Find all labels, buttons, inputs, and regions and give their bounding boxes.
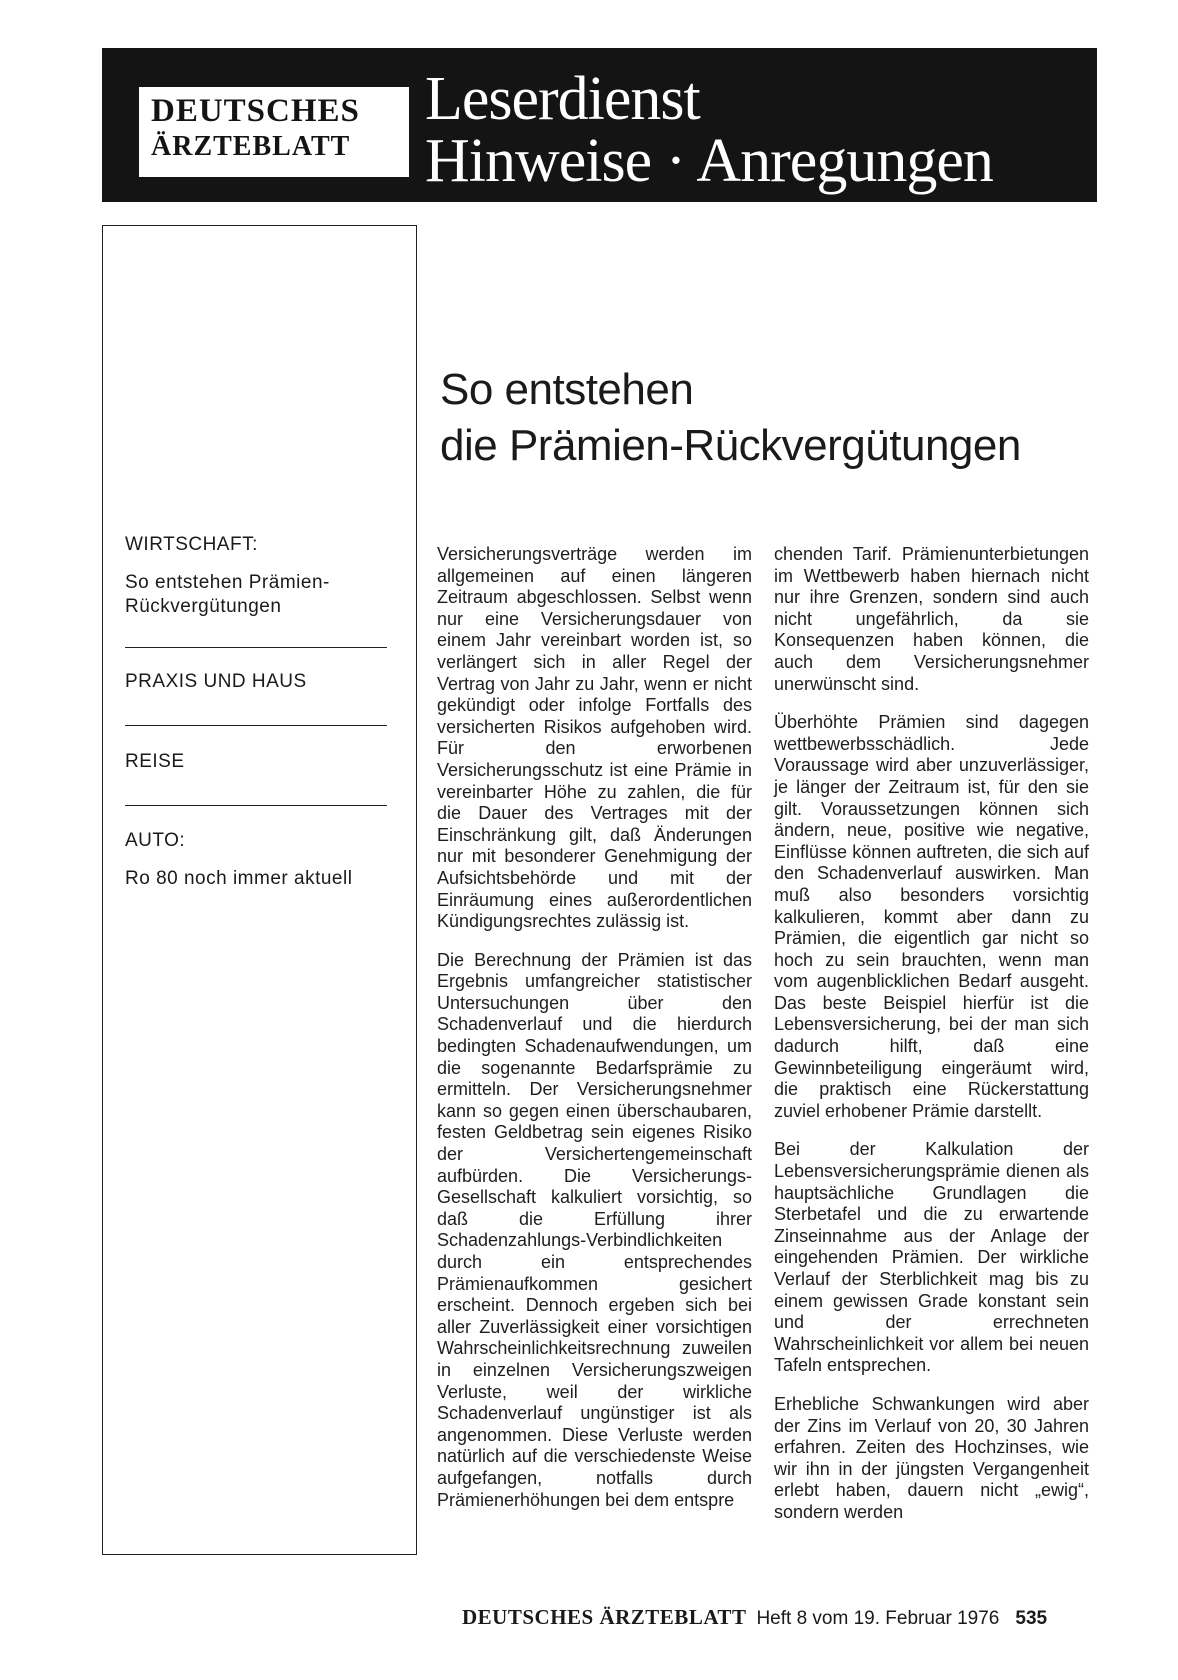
sidebar-entry: So entstehen Prämien-Rückvergütungen bbox=[125, 572, 330, 617]
sidebar-section-reise bbox=[125, 750, 395, 774]
article-title-line-2: die Prämien-Rückvergütungen bbox=[440, 421, 1021, 470]
section-title bbox=[425, 65, 993, 195]
article-title bbox=[440, 362, 1021, 474]
section-title-line-2: Hinweise · Anregungen bbox=[425, 127, 993, 195]
sidebar-section-praxis bbox=[125, 670, 395, 694]
article-paragraph: chenden Tarif. Prämienunterbietungen im Wettbewerb haben hiernach nicht nur ihre Grenzen, sondern sind auch nicht ungefährlich, da sie Konsequenzen haben können, die auch dem Versicherungsnehmer unerwünscht sind. bbox=[774, 544, 1089, 694]
masthead-banner bbox=[102, 48, 1097, 202]
article-column-2 bbox=[774, 544, 1089, 1541]
article-column-1 bbox=[437, 544, 752, 1528]
article-paragraph: Die Berechnung der Prämien ist das Ergebnis umfangreicher statistischer Untersuchungen über den Schadenverlauf und die hierdurch bedingten Schadenaufwendungen, um die sogenannte Bedarfsprämie zu ermitteln. Der Versicherungsnehmer kann so gegen einen überschaubaren, festen Geldbetrag sein eigenes Risiko der Versichertengemeinschaft aufbürden. Die Versicherungs-Gesellschaft kalkuliert vorsichtig, so daß die Erfüllung ihrer Schadenzahlungs-Verbindlichkeiten durch ein entsprechendes Prämienaufkommen gesichert erscheint. Dennoch ergeben sich bei aller Zuverlässigkeit einer vorsichtigen Wahrscheinlichkeitsrechnung zuweilen in einzelnen Versicherungszweigen Verluste, weil der wirkliche Schadenverlauf ungünstiger ist als angenommen. Diese Verluste werden natürlich auf die verschiedenste Weise aufgefangen, notfalls durch Prämienerhöhungen bei dem entspre bbox=[437, 949, 752, 1510]
logo-line-2: ÄRZTEBLATT bbox=[151, 131, 351, 162]
magazine-logo bbox=[139, 87, 409, 177]
sidebar-divider bbox=[125, 647, 387, 648]
section-title-line-1: Leserdienst bbox=[425, 65, 700, 133]
sidebar-section-auto bbox=[125, 829, 395, 891]
article-paragraph: Bei der Kalkulation der Lebensversicherungsprämie dienen als hauptsächliche Grundlagen die Sterbetafel und die zu erwartende Zinseinnahme aus der Anlage der eingehenden Prämien. Der wirkliche Verlauf der Sterblichkeit mag bis zu einem gewissen Grade konstant sein und der errechneten Wahrscheinlichkeit vor allem bei neuen Tafeln entsprechen. bbox=[774, 1139, 1089, 1376]
sidebar-section-wirtschaft bbox=[125, 533, 395, 619]
sidebar-heading: PRAXIS UND HAUS bbox=[125, 671, 307, 692]
sidebar-heading: REISE bbox=[125, 751, 185, 772]
sidebar-heading: WIRTSCHAFT: bbox=[125, 534, 258, 555]
sidebar-divider bbox=[125, 805, 387, 806]
contents-sidebar bbox=[102, 225, 417, 1555]
article-paragraph: Versicherungsverträge werden im allgemeinen auf einen längeren Zeitraum abgeschlossen. Selbst wenn nur eine Versicherungsdauer von einem Jahr vereinbart worden ist, so verlängert sich in aller Regel der Vertrag von Jahr zu Jahr, wenn er nicht gekündigt oder infolge Fortfalls des versicherten Risikos aufgehoben wird. Für den erworbenen Versicherungsschutz ist eine Prämie in vereinbarter Höhe zu zahlen, die für die Dauer des Vertrages mit der Einschränkung gilt, daß Änderungen nur mit besonderer Genehmigung der Aufsichtsbehörde und mit der Einräumung eines außerordentlichen Kündigungsrechtes zulässig ist. bbox=[437, 544, 752, 932]
article-paragraph: Erhebliche Schwankungen wird aber der Zins im Verlauf von 20, 30 Jahren erfahren. Zeiten des Hochzinses, wie wir ihn in der jüngsten Vergangenheit erlebt haben, dauern nicht „ewig“, sondern werden bbox=[774, 1393, 1089, 1522]
logo-line-1: DEUTSCHES bbox=[151, 93, 360, 129]
page-number: 535 bbox=[1015, 1608, 1048, 1629]
footer-magazine-name: DEUTSCHES ÄRZTEBLATT bbox=[462, 1605, 747, 1629]
sidebar-divider bbox=[125, 725, 387, 726]
page-footer bbox=[462, 1605, 1047, 1630]
footer-issue: Heft 8 vom 19. Februar 1976 bbox=[756, 1608, 1000, 1629]
article-paragraph: Überhöhte Prämien sind dagegen wettbewerbsschädlich. Jede Voraussage wird aber unzuverlässiger, je länger der Zeitraum ist, für den sie gilt. Voraussetzungen können sich ändern, neue, positive wie negative, Einflüsse können auftreten, die sich auf den Schadenverlauf auswirken. Man muß also besonders vorsichtig kalkulieren, kommt aber dann zu Prämien, die eigentlich gar nicht so hoch zu sein brauchten, wenn man vom augenblicklichen Bedarf ausgeht. Das beste Beispiel hierfür ist die Lebensversicherung, bei der man sich dadurch hilft, daß eine Gewinnbeteiligung eingeräumt wird, die praktisch eine Rückerstattung zuviel erhobener Prämie darstellt. bbox=[774, 712, 1089, 1121]
sidebar-entry: Ro 80 noch immer aktuell bbox=[125, 868, 353, 889]
article-title-line-1: So entstehen bbox=[440, 365, 694, 414]
sidebar-heading: AUTO: bbox=[125, 830, 186, 851]
